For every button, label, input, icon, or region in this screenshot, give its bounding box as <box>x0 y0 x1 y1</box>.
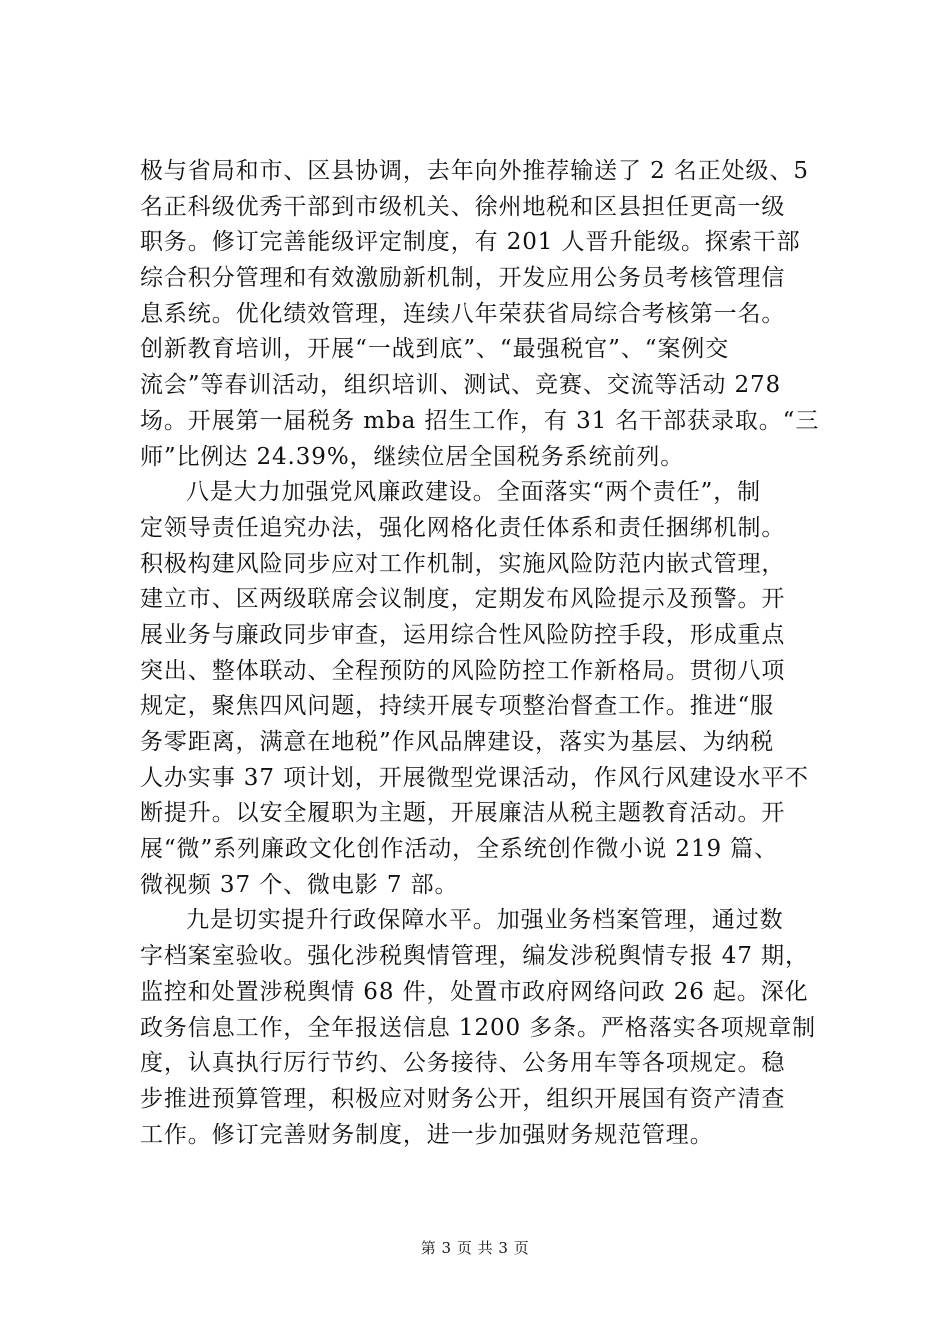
text-line: 综合积分管理和有效激励新机制，开发应用公务员考核管理信 <box>140 265 786 292</box>
text-line: 极与省局和市、区县协调，去年向外推荐输送了 2 名正处级、5 <box>140 158 809 184</box>
paragraph-start-line: 八是大力加强党风廉政建设。全面落实“两个责任”，制 <box>186 479 762 506</box>
text-line: 展“微”系列廉政文化创作活动，全系统创作微小说 219 篇、 <box>140 836 779 863</box>
text-line: 建立市、区两级联席会议制度，定期发布风险提示及预警。开 <box>140 586 786 613</box>
text-line: 积极构建风险同步应对工作机制，实施风险防范内嵌式管理， <box>140 550 786 577</box>
text-line: 定领导责任追究办法，强化网格化责任体系和责任捆绑机制。 <box>140 514 786 541</box>
text-line: 监控和处置涉税舆情 68 件，处置市政府网络问政 26 起。深化 <box>140 978 809 1005</box>
text-line: 突出、整体联动、全程预防的风险防控工作新格局。贯彻八项 <box>140 657 786 684</box>
text-line: 字档案室验收。强化涉税舆情管理，编发涉税舆情专报 47 期， <box>140 943 809 970</box>
paragraph-start-line: 九是切实提升行政保障水平。加强业务档案管理，通过数 <box>186 907 784 934</box>
text-line: 度，认真执行厉行节约、公务接待、公务用车等各项规定。稳 <box>140 1050 786 1077</box>
text-line: 场。开展第一届税务 mba 招生工作，有 31 名干部获录取。“三 <box>140 407 820 434</box>
text-line: 师”比例达 24.39%，继续位居全国税务系统前列。 <box>140 443 685 470</box>
text-line: 创新教育培训，开展“一战到底”、“最强税官”、“案例交 <box>140 336 730 363</box>
text-line: 工作。修订完善财务制度，进一步加强财务规范管理。 <box>140 1121 714 1148</box>
text-line: 展业务与廉政同步审查，运用综合性风险防控手段，形成重点 <box>140 621 786 648</box>
document-body <box>140 154 820 1153</box>
text-line: 流会”等春训活动，组织培训、测试、竞赛、交流等活动 278 <box>140 372 782 399</box>
text-line: 政务信息工作，全年报送信息 1200 多条。严格落实各项规章制 <box>140 1014 817 1041</box>
text-line: 名正科级优秀干部到市级机关、徐州地税和区县担任更高一级 <box>140 193 786 220</box>
text-line: 断提升。以安全履职为主题，开展廉洁从税主题教育活动。开 <box>140 800 786 827</box>
text-line: 职务。修订完善能级评定制度，有 201 人晋升能级。探索干部 <box>140 229 801 256</box>
text-line: 息系统。优化绩效管理，连续八年荣获省局综合考核第一名。 <box>140 300 786 327</box>
text-line: 规定，聚焦四风问题，持续开展专项整治督查工作。推进“服 <box>140 693 775 720</box>
text-line: 务零距离，满意在地税”作风品牌建设，落实为基层、为纳税 <box>140 729 775 755</box>
page-number-footer: 第 3 页 共 3 页 <box>420 1239 530 1257</box>
text-line: 步推进预算管理，积极应对财务公开，组织开展国有资产清查 <box>140 1085 786 1112</box>
text-line: 人办实事 37 项计划，开展微型党课活动，作风行风建设水平不 <box>140 764 809 791</box>
text-line: 微视频 37 个、微电影 7 部。 <box>140 871 459 898</box>
